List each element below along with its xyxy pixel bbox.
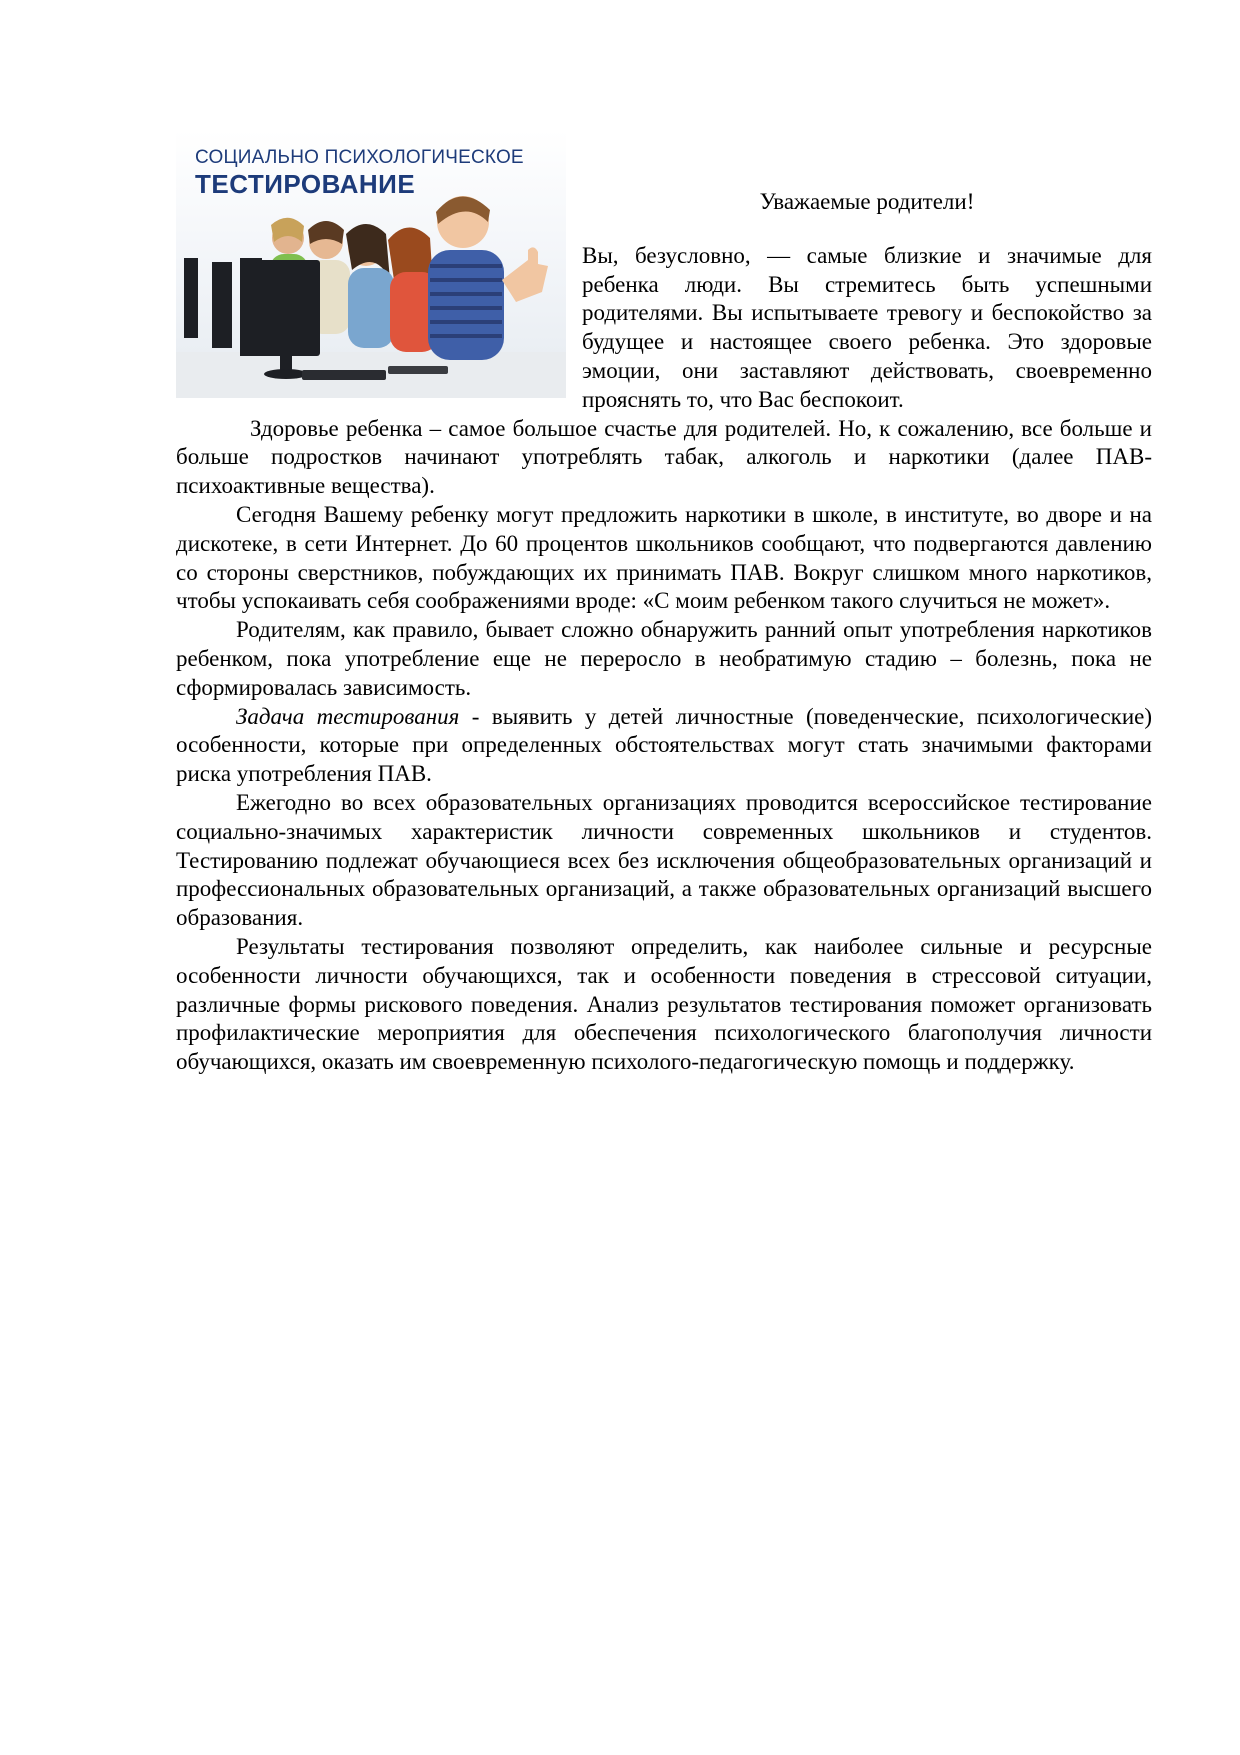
banner-title-line1: СОЦИАЛЬНО ПСИХОЛОГИЧЕСКОЕ	[195, 147, 524, 168]
thumbs-up-hand	[502, 247, 548, 302]
paragraph-parents: Родителям, как правило, бывает сложно обнаружить ранний опыт употребления наркотиков ребенком, пока употребление еще не переросло в необратимую стадию – болезнь, пока не сформировалась зависимость.	[176, 617, 1152, 700]
paragraph-health: Здоровье ребенка – самое большое счастье для родителей. Но, к сожалению, все больше и больше подростков начинают употреблять табак, алкоголь и наркотики (далее ПАВ-психоактивные вещества).	[176, 415, 1152, 499]
student-body-3	[348, 268, 394, 348]
paragraph-today: Сегодня Вашему ребенку могут предложить наркотики в школе, в институте, во дворе и на дискотеке, в сети Интернет. До 60 процентов школьников сообщают, что подвергаются давлению со стороны сверстников, побуждающих их принимать ПАВ. Вокруг слишком много наркотиков, чтобы успокаивать себя соображениями вроде: «С моим ребенком такого случиться не может».	[176, 501, 1152, 614]
intro-paragraph: Вы, безусловно, — самые близкие и значимые для ребенка люди. Вы стремитесь быть успешными родителями. Вы испытываете тревогу и беспокойство за будущее и настоящее своего ребенка. Это здоровые эмоции, они заставляют действовать, своевременно прояснять то, что Вас беспокоит.	[582, 242, 1152, 412]
document-page	[176, 130, 1152, 1077]
task-text: - выявить у детей личностные (поведенческие, психологические) особенности, которые при определенных обстоятельствах могут стать значимыми факторами риска употребления ПАВ.	[176, 703, 1152, 787]
banner-title-line2: ТЕСТИРОВАНИЕ	[195, 169, 416, 199]
greeting-heading: Уважаемые родители!	[759, 189, 975, 214]
task-emphasis: Задача тестирования	[236, 703, 460, 729]
paragraph-task	[176, 703, 1152, 789]
paragraph-results: Результаты тестирования позволяют определить, как наиболее сильные и ресурсные особенности личности обучающихся, так и особенности поведения в стрессовой ситуации, различные формы рискового поведения. Анализ результатов тестирования поможет организовать профилактические мероприятия для обеспечения психологического благополучия личности обучающихся, оказать им своевременную психолого-педагогическую помощь и поддержку.	[176, 933, 1152, 1075]
paragraph-annual: Ежегодно во всех образовательных организациях проводится всероссийское тестирование социально-значимых характеристик личности современных школьников и студентов. Тестированию подлежат обучающиеся всех без исключения общеобразовательных организаций и профессиональных образовательных организаций, а также образовательных организаций высшего образования.	[176, 789, 1152, 931]
testing-banner-image	[176, 130, 566, 398]
keyboard	[302, 370, 386, 380]
